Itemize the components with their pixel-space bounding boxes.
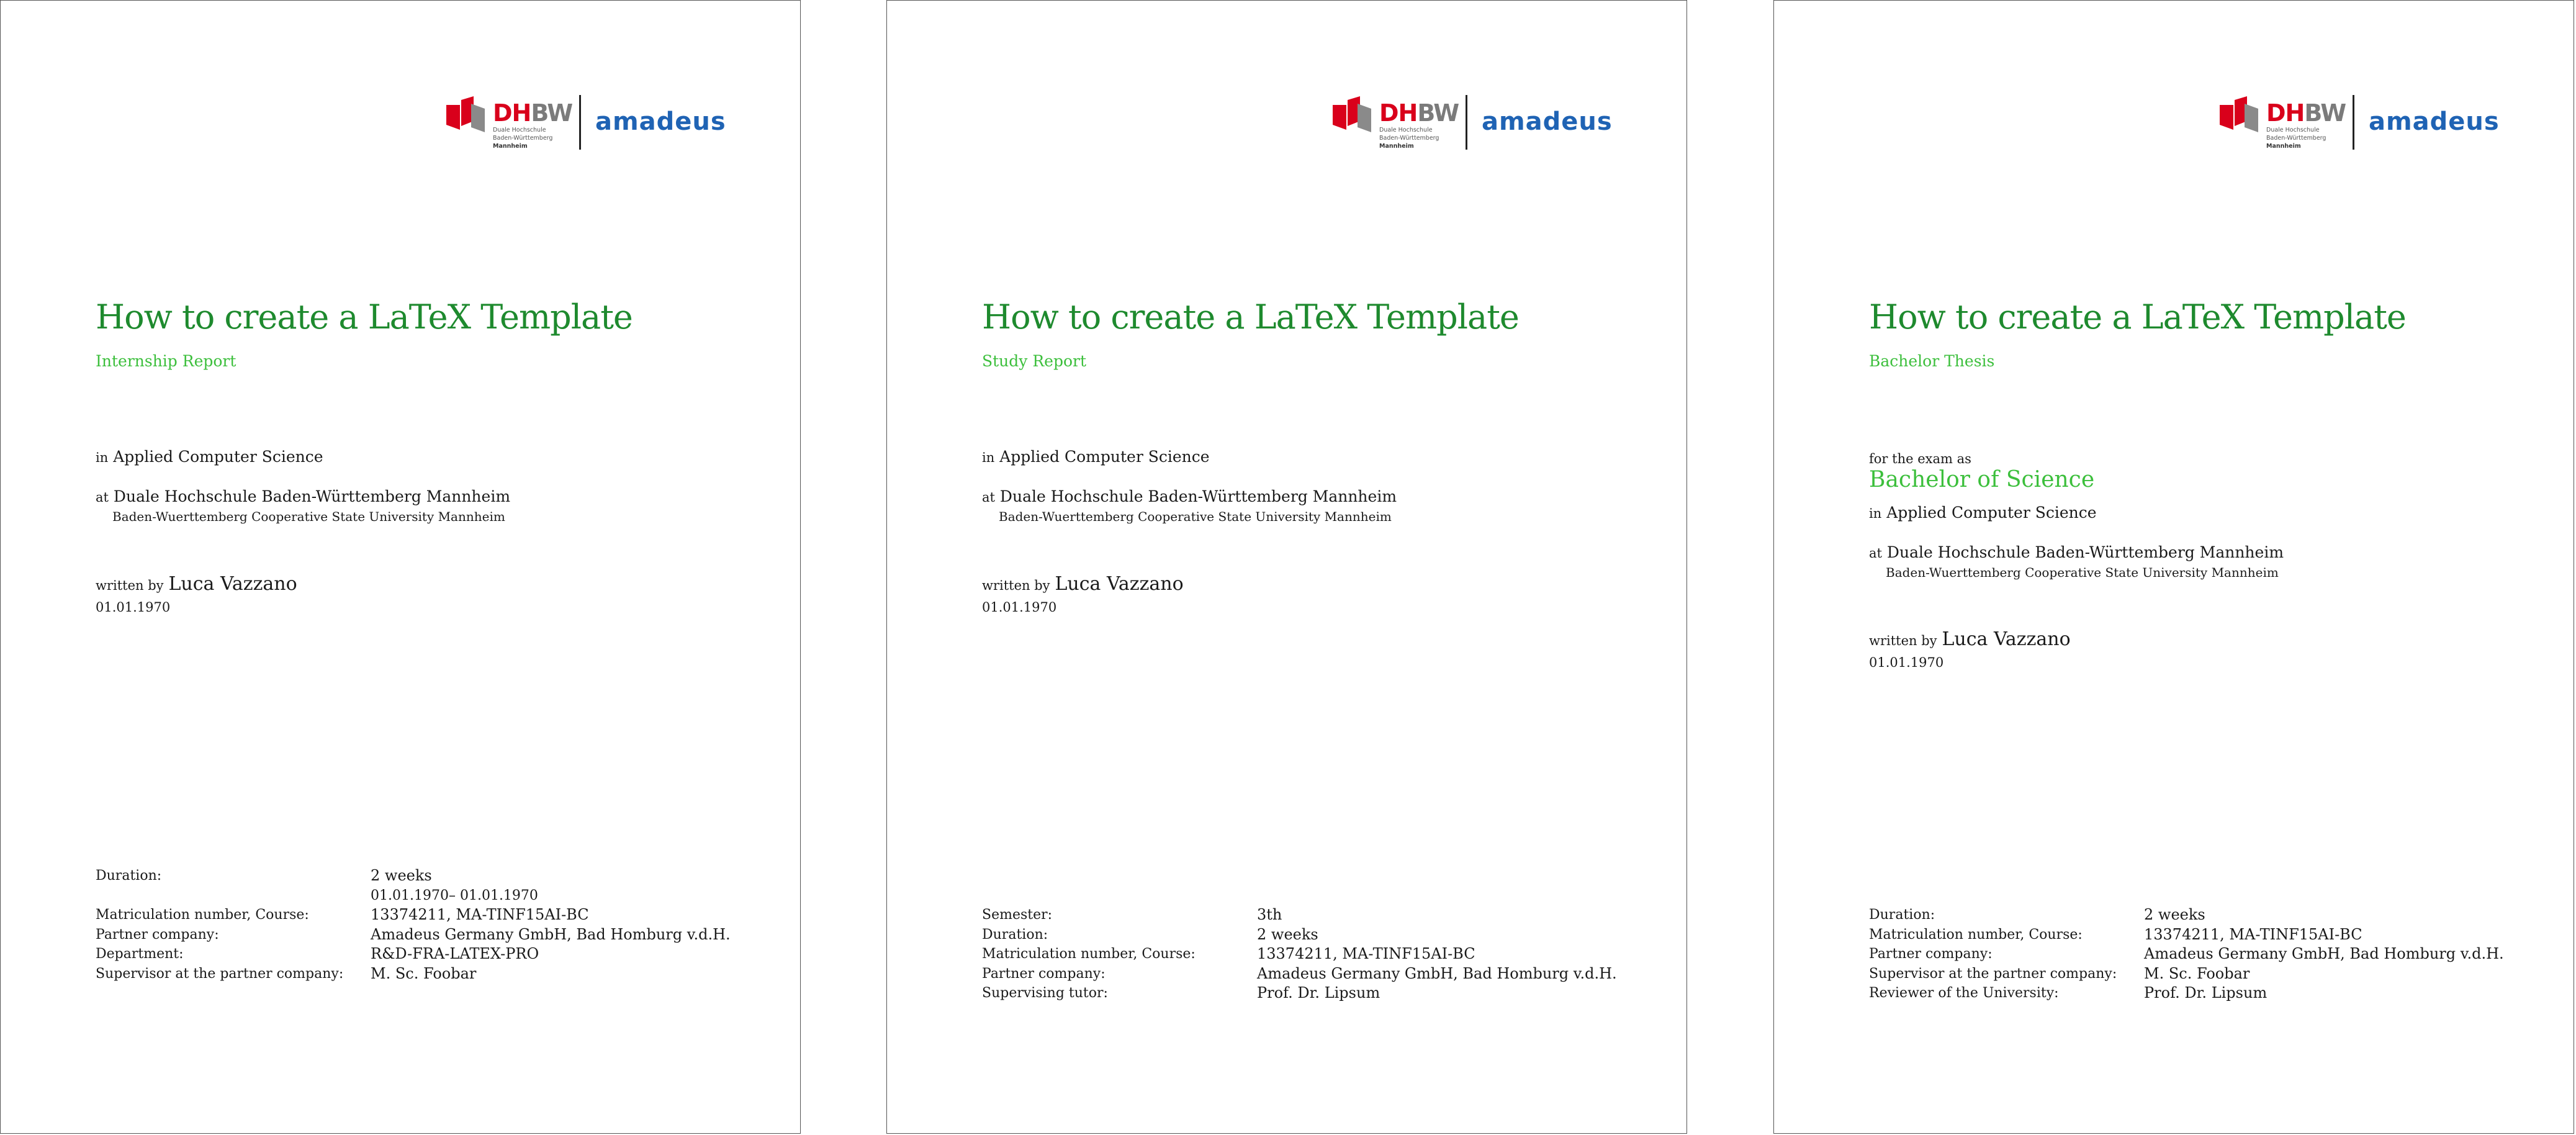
document-title: How to create a LaTeX Template <box>982 297 1519 337</box>
info-key: Supervising tutor: <box>982 985 1108 1001</box>
dhbw-bw: BW <box>2304 99 2346 127</box>
info-key: Semester: <box>982 907 1053 923</box>
amadeus-logo: amadeus <box>2369 107 2500 136</box>
university-english: Baden-Wuerttemberg Cooperative State University Mannheim <box>112 509 505 524</box>
info-key: Matriculation number, Course: <box>982 946 1196 962</box>
dhbw-wordmark <box>493 101 572 125</box>
info-value: 2 weeks <box>371 867 432 884</box>
dhbw-sub-line: Baden-Württemberg <box>2266 135 2326 142</box>
info-table <box>96 866 778 984</box>
university-name: Duale Hochschule Baden-Württemberg Mannheim <box>1886 543 2284 561</box>
dhbw-logo-icon <box>1333 96 1371 133</box>
dhbw-logo-icon <box>2220 96 2258 133</box>
document-date: 01.01.1970 <box>1869 655 1944 670</box>
info-value: 2 weeks <box>2144 906 2205 923</box>
author-name: Luca Vazzano <box>1055 573 1184 595</box>
info-row <box>1869 925 2552 945</box>
document-type: Bachelor Thesis <box>1869 352 1995 370</box>
info-row <box>96 944 778 964</box>
dhbw-sub-line: Mannheim <box>2266 143 2301 150</box>
info-key: Duration: <box>96 868 162 884</box>
document-title: How to create a LaTeX Template <box>1869 297 2406 337</box>
dhbw-dh: DH <box>1379 99 1418 127</box>
info-value: 2 weeks <box>1257 925 1318 943</box>
info-value: Amadeus Germany GmbH, Bad Homburg v.d.H. <box>1257 964 1617 982</box>
info-key: Matriculation number, Course: <box>96 907 309 923</box>
info-key: Duration: <box>982 926 1048 943</box>
dhbw-sub-line: Duale Hochschule <box>493 127 546 133</box>
dhbw-sub-line: Mannheim <box>493 143 528 150</box>
in-prefix: in <box>1869 506 1882 521</box>
info-row <box>982 925 1665 945</box>
dhbw-sub-line: Baden-Württemberg <box>1379 135 1439 142</box>
info-value: 13374211, MA-TINF15AI-BC <box>371 906 589 923</box>
degree-name: Bachelor of Science <box>1869 467 2095 492</box>
info-value: R&D-FRA-LATEX-PRO <box>371 945 539 962</box>
info-key: Partner company: <box>1869 946 1993 962</box>
info-row <box>982 964 1665 984</box>
info-row <box>96 905 778 925</box>
info-row <box>982 984 1665 1003</box>
in-prefix: in <box>96 450 109 465</box>
field-of-study: Applied Computer Science <box>999 448 1210 466</box>
info-value: M. Sc. Foobar <box>2144 964 2250 982</box>
dhbw-subtext <box>1379 126 1439 150</box>
dhbw-sub-line: Duale Hochschule <box>2266 127 2320 133</box>
document-type: Study Report <box>982 352 1087 370</box>
logo-divider <box>579 95 581 150</box>
dhbw-dh: DH <box>2266 99 2305 127</box>
info-table <box>1869 905 2552 1003</box>
dhbw-sub-line: Duale Hochschule <box>1379 127 1433 133</box>
exam-line <box>1869 449 1971 467</box>
info-row <box>96 964 778 984</box>
written-by-prefix: written by <box>1869 633 1937 648</box>
info-row <box>1869 984 2552 1003</box>
document-date: 01.01.1970 <box>96 600 171 615</box>
info-value: 01.01.1970– 01.01.1970 <box>371 887 538 903</box>
logo-divider <box>2353 95 2354 150</box>
info-value: M. Sc. Foobar <box>371 964 477 982</box>
written-by-prefix: written by <box>982 578 1050 593</box>
info-key: Partner company: <box>96 926 219 943</box>
info-row <box>96 886 778 906</box>
info-row <box>982 944 1665 964</box>
info-row <box>1869 944 2552 964</box>
written-by-prefix: written by <box>96 578 164 593</box>
exam-prefix: for the exam as <box>1869 451 1971 466</box>
info-row <box>982 905 1665 925</box>
field-of-study: Applied Computer Science <box>1886 504 2097 522</box>
at-prefix: at <box>1869 546 1882 561</box>
info-row <box>1869 905 2552 925</box>
document-title: How to create a LaTeX Template <box>96 297 633 337</box>
amadeus-logo: amadeus <box>1482 107 1613 136</box>
author-line <box>1869 628 2071 650</box>
info-value: Prof. Dr. Lipsum <box>1257 984 1380 1002</box>
info-value: Amadeus Germany GmbH, Bad Homburg v.d.H. <box>2144 945 2504 962</box>
at-prefix: at <box>96 490 109 505</box>
document-type: Internship Report <box>96 352 236 370</box>
info-key: Duration: <box>1869 907 1935 923</box>
info-row <box>96 866 778 886</box>
info-key: Supervisor at the partner company: <box>96 965 344 982</box>
university-line <box>1869 543 2284 561</box>
page-internship-report <box>0 0 801 1134</box>
dhbw-subtext <box>493 126 552 150</box>
author-line <box>96 573 297 595</box>
at-prefix: at <box>982 490 995 505</box>
page-bachelor-thesis <box>1773 0 2574 1134</box>
author-line <box>982 573 1184 595</box>
info-key: Reviewer of the University: <box>1869 985 2059 1001</box>
dhbw-sub-line: Baden-Württemberg <box>493 135 553 142</box>
info-key <box>96 886 371 906</box>
info-value: 3th <box>1257 906 1282 923</box>
university-line <box>96 487 510 505</box>
university-english: Baden-Wuerttemberg Cooperative State University Mannheim <box>999 509 1392 524</box>
university-name: Duale Hochschule Baden-Württemberg Mannheim <box>999 487 1397 505</box>
university-english: Baden-Wuerttemberg Cooperative State University Mannheim <box>1886 565 2279 580</box>
dhbw-wordmark <box>1379 101 1459 125</box>
info-key: Supervisor at the partner company: <box>1869 965 2117 982</box>
dhbw-bw: BW <box>531 99 573 127</box>
field-of-study: Applied Computer Science <box>113 448 323 466</box>
info-key: Department: <box>96 946 184 962</box>
info-value: 13374211, MA-TINF15AI-BC <box>2144 925 2362 943</box>
info-value: Amadeus Germany GmbH, Bad Homburg v.d.H. <box>371 925 731 943</box>
info-key: Partner company: <box>982 965 1106 982</box>
info-row <box>96 925 778 945</box>
dhbw-wordmark <box>2266 101 2346 125</box>
author-name: Luca Vazzano <box>1942 628 2071 650</box>
dhbw-dh: DH <box>493 99 531 127</box>
info-key: Matriculation number, Course: <box>1869 926 2083 943</box>
dhbw-sub-line: Mannheim <box>1379 143 1414 150</box>
info-value: 13374211, MA-TINF15AI-BC <box>1257 945 1475 962</box>
university-name: Duale Hochschule Baden-Württemberg Mannheim <box>113 487 511 505</box>
info-value: Prof. Dr. Lipsum <box>2144 984 2268 1002</box>
info-row <box>1869 964 2552 984</box>
dhbw-bw: BW <box>1417 99 1459 127</box>
author-name: Luca Vazzano <box>168 573 297 595</box>
document-date: 01.01.1970 <box>982 600 1057 615</box>
amadeus-logo: amadeus <box>595 107 726 136</box>
field-line <box>96 448 323 466</box>
university-line <box>982 487 1397 505</box>
field-line <box>1869 504 2097 522</box>
info-table <box>982 905 1665 1003</box>
field-line <box>982 448 1210 466</box>
page-study-report <box>886 0 1687 1134</box>
dhbw-logo-icon <box>446 96 485 133</box>
logo-divider <box>1466 95 1467 150</box>
dhbw-subtext <box>2266 126 2326 150</box>
in-prefix: in <box>982 450 995 465</box>
